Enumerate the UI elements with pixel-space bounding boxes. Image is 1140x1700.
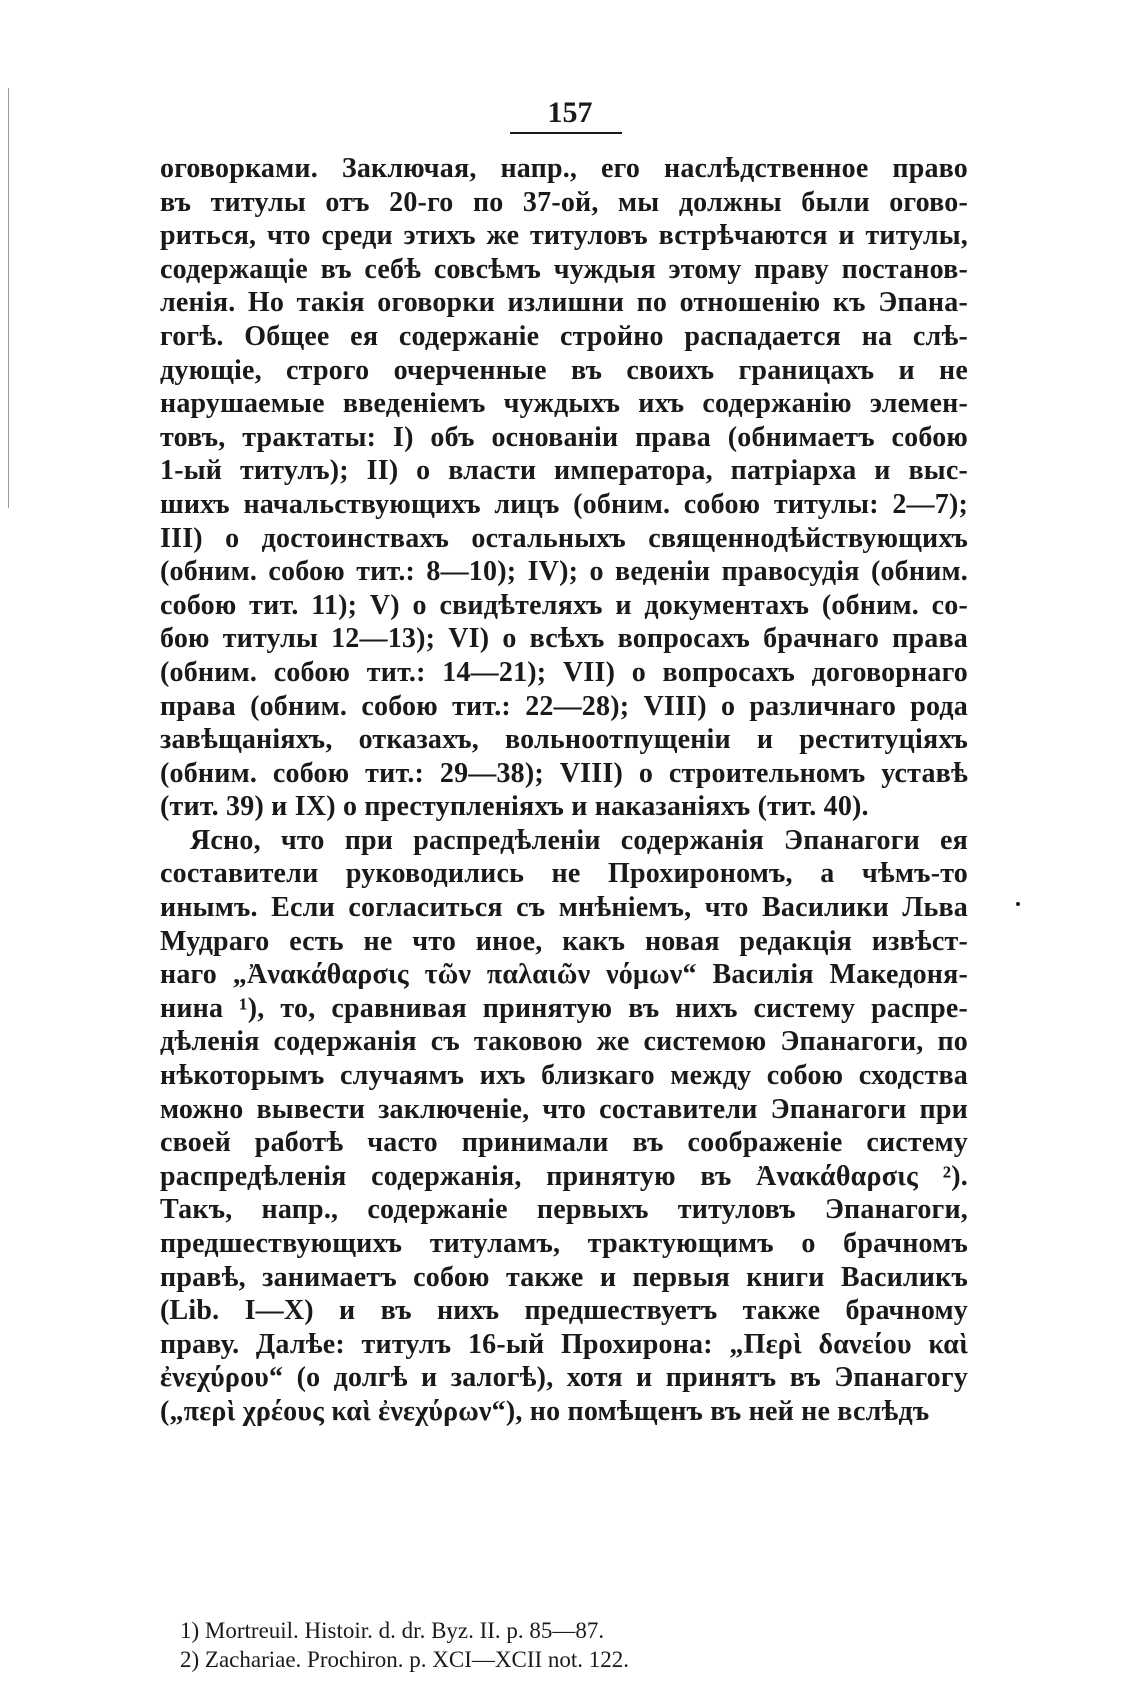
text-line: можно вывести заключеніе, что составители Эпанагоги при	[160, 1093, 968, 1125]
text-line: бою титулы 12—13); VI) о всѣхъ вопросахъ брачнаго права	[160, 623, 968, 655]
text-line: праву. Далѣе: титулъ 16-ый Прохирона: „Περὶ δανείου καὶ	[160, 1328, 968, 1360]
text-line: нѣкоторымъ случаямъ ихъ близкаго между собою сходства	[160, 1060, 968, 1092]
text-line: нина ¹), то, сравнивая принятую въ нихъ систему распре-	[160, 992, 968, 1024]
text-line: наго „Ἀνακάθαρσις τῶν παλαιῶν νόμων“ Василія Македоня-	[160, 959, 968, 991]
text-line: собою тит. 11); V) о свидѣтеляхъ и документахъ (обним. со-	[160, 589, 968, 621]
body-text	[160, 152, 968, 1429]
text-line: (обним. собою тит.: 14—21); VII) о вопросахъ договорнаго	[160, 656, 968, 688]
text-line: Мудраго есть не что иное, какъ новая редакція извѣст-	[160, 925, 968, 957]
text-line: завѣщаніяхъ, отказахъ, вольноотпущеніи и реституціяхъ	[160, 724, 968, 756]
page-number-rule	[510, 132, 622, 134]
text-line: (обним. собою тит.: 8—10); IV); о веденіи правосудія (обним.	[160, 556, 968, 588]
text-line: („περὶ χρέους καὶ ἐνεχύρων“), но помѣщенъ въ ней не вслѣдъ	[160, 1395, 930, 1427]
text-line: составители руководились не Прохирономъ, а чѣмъ-то	[160, 858, 968, 890]
text-line: гогѣ. Общее ея содержаніе стройно распадается на слѣ-	[160, 320, 968, 352]
text-line: дѣленія содержанія съ таковою же системою Эпанагоги, по	[160, 1026, 968, 1058]
text-line: въ титулы отъ 20-го по 37-ой, мы должны были огово-	[160, 186, 968, 218]
text-line: риться, что среди этихъ же титуловъ встрѣчаются и титулы,	[160, 220, 968, 252]
text-line: товъ, трактаты: I) объ основаніи права (обнимаетъ собою	[160, 421, 968, 453]
text-line: III) о достоинствахъ остальныхъ священнодѣйствующихъ	[160, 522, 968, 554]
text-line: ленія. Но такія оговорки излишни по отношенію къ Эпана-	[160, 287, 968, 319]
text-line: правѣ, занимаетъ собою также и первыя книги Василикъ	[160, 1261, 968, 1293]
text-line: права (обним. собою тит.: 22—28); VIII) о различнаго рода	[160, 690, 968, 722]
text-line: предшествующихъ титуламъ, трактующимъ о брачномъ	[160, 1228, 968, 1259]
text-line: (тит. 39) и IX) о преступленіяхъ и наказаніяхъ (тит. 40).	[160, 791, 869, 823]
text-line: Такъ, напр., содержаніе первыхъ титуловъ Эпанагоги,	[160, 1194, 968, 1226]
text-line: шихъ начальствующихъ лицъ (обним. собою титулы: 2—7);	[160, 488, 968, 520]
text-line: распредѣленія содержанія, принятую въ Ἀνακάθαρσις ²).	[160, 1160, 968, 1192]
text-line: ἐνεχύρου“ (о долгѣ и залогѣ), хотя и принятъ въ Эпанагогу	[160, 1362, 968, 1394]
text-line: своей работѣ часто принимали въ соображеніе систему	[160, 1127, 968, 1159]
footnote: 1) Mortreuil. Histoir. d. dr. Byz. II. p. 85—87.	[180, 1618, 605, 1643]
text-line: оговорками. Заключая, напр., его наслѣдственное право	[160, 153, 968, 184]
margin-dot	[1016, 902, 1020, 906]
text-line: (Lib. I—X) и въ нихъ предшествуетъ также брачному	[160, 1295, 968, 1327]
text-line: нарушаемые введеніемъ чуждыхъ ихъ содержанію элемен-	[160, 388, 968, 420]
scan-edge-line	[8, 88, 9, 508]
text-line: (обним. собою тит.: 29—38); VIII) о строительномъ уставѣ	[160, 757, 968, 789]
text-line: инымъ. Если согласиться съ мнѣніемъ, что Василики Льва	[160, 892, 968, 924]
text-line: Ясно, что при распредѣленіи содержанія Эпанагоги ея	[190, 824, 968, 856]
text-line: дующіе, строго очерченные въ своихъ границахъ и не	[160, 354, 968, 386]
text-line: содержащіе въ себѣ совсѣмъ чуждыя этому праву постанов-	[160, 253, 968, 285]
footnote: 2) Zachariae. Prochiron. p. XCI—XCII not. 122.	[180, 1647, 630, 1672]
page-number: 157	[547, 96, 593, 129]
footnotes	[180, 1616, 940, 1674]
text-line: 1-ый титулъ); II) о власти императора, патріарха и выс-	[160, 455, 968, 487]
